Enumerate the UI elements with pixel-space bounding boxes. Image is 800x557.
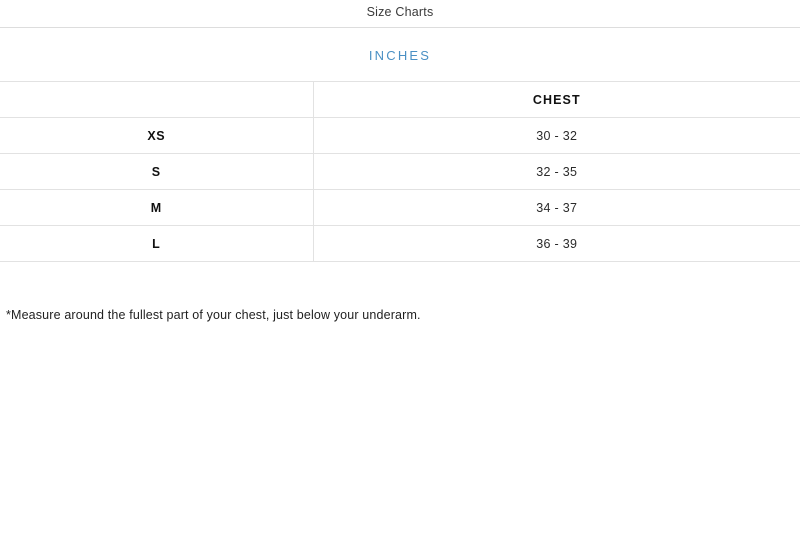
measurement-note: *Measure around the fullest part of your chest, just below your underarm. (6, 308, 421, 322)
table-row (0, 118, 800, 154)
cell-size: M (0, 190, 313, 226)
cell-size: L (0, 226, 313, 262)
cell-size: S (0, 154, 313, 190)
cell-chest: 32 - 35 (313, 154, 800, 190)
page-title: Size Charts (366, 5, 434, 19)
table-row (0, 226, 800, 262)
column-header-chest: CHEST (313, 82, 800, 118)
cell-size: XS (0, 118, 313, 154)
size-chart-table (0, 81, 800, 262)
table-row (0, 154, 800, 190)
cell-chest: 34 - 37 (313, 190, 800, 226)
cell-chest: 36 - 39 (313, 226, 800, 262)
unit-heading: INCHES (368, 48, 432, 63)
table-header-row (0, 82, 800, 118)
column-header-size (0, 82, 313, 118)
table-row (0, 190, 800, 226)
cell-chest: 30 - 32 (313, 118, 800, 154)
